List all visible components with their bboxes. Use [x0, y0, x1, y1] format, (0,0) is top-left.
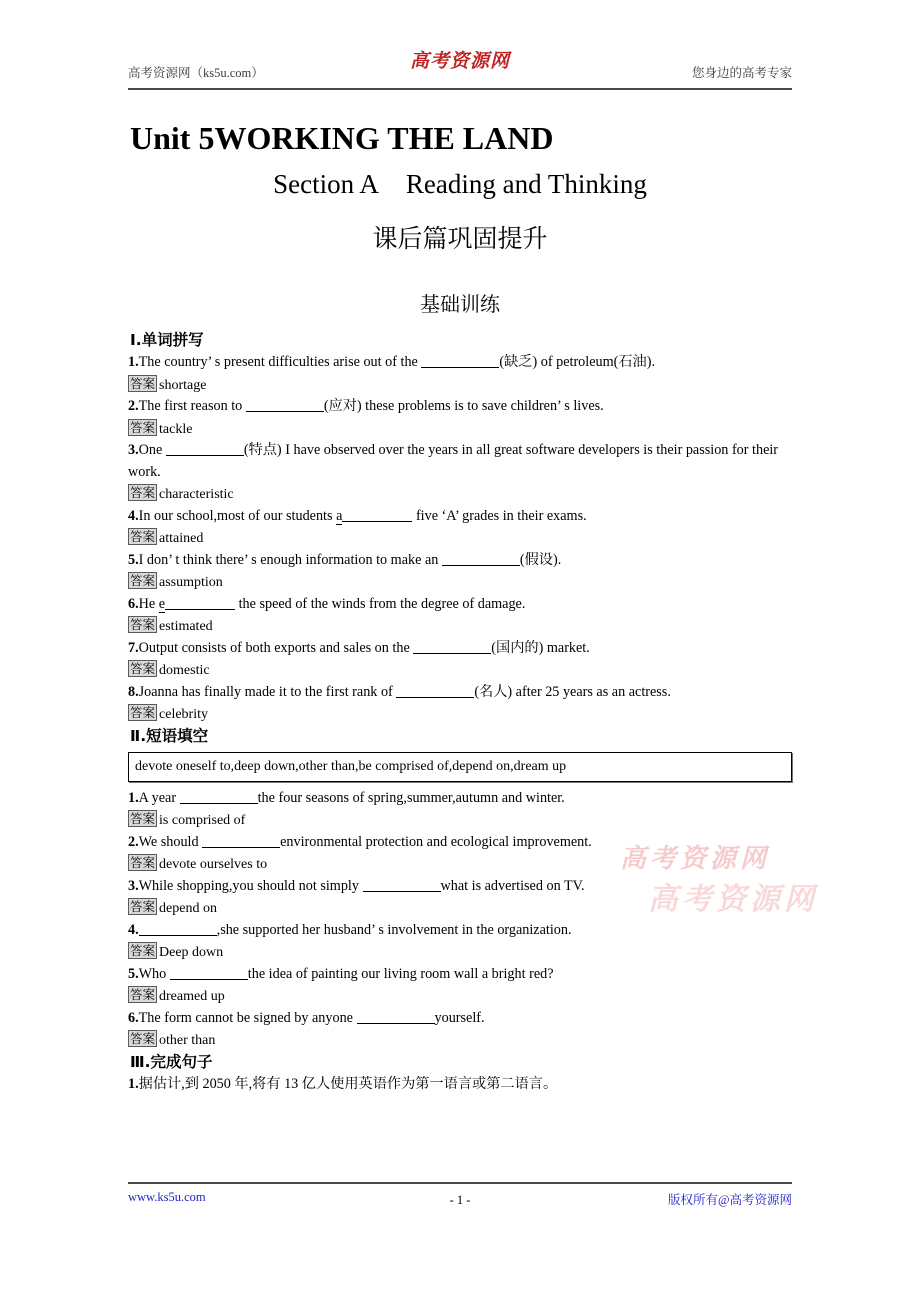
- question-text-before-blank: 据估计,到 2050 年,将有 13 亿人使用英语作为第一语言或第二语言。: [138, 1075, 558, 1092]
- answer-blank[interactable]: [396, 684, 474, 698]
- section-heading: Ⅱ.短语填空: [130, 726, 209, 745]
- answer-text: characteristic: [159, 487, 234, 502]
- question-text-after-blank: what is advertised on TV.: [440, 877, 585, 894]
- answer-badge: 答案: [130, 899, 156, 914]
- footer-url[interactable]: www.ks5u.com: [128, 1190, 206, 1204]
- answer-blank[interactable]: [363, 878, 441, 892]
- header-tagline: 您身边的高考专家: [691, 66, 792, 80]
- question-line: [128, 788, 792, 810]
- answer-line: [128, 571, 792, 594]
- question-line: [128, 550, 792, 572]
- question-line: [128, 682, 792, 704]
- question-number: 3.: [128, 442, 139, 458]
- answer-text: Deep down: [159, 945, 224, 960]
- question-line: [128, 396, 792, 418]
- question-text-before-blank: Joanna has finally made it to the first rank of: [138, 683, 397, 700]
- page-footer: [128, 1190, 792, 1210]
- question-line: [128, 440, 792, 483]
- answer-text: tackle: [159, 421, 193, 437]
- answer-text: domestic: [159, 663, 210, 678]
- answer-blank[interactable]: [413, 640, 491, 654]
- prefilled-letter: e: [158, 595, 166, 612]
- question-text-after-blank: (特点) I have observed over the years in all great software developers is their passion for their work.: [128, 442, 779, 480]
- question-text-before-blank: One: [138, 442, 166, 458]
- question-line: [128, 920, 792, 942]
- question-text-after-blank: (国内的) market.: [491, 639, 590, 656]
- answer-line: [128, 897, 792, 920]
- answer-text: assumption: [159, 575, 223, 590]
- page-number: - 1 -: [449, 1193, 471, 1207]
- answer-badge: 答案: [130, 617, 156, 632]
- answer-line: [128, 853, 792, 876]
- brand-logo: 高考资源网: [409, 51, 511, 72]
- answer-blank[interactable]: [342, 508, 412, 522]
- question-number: 1.: [128, 1075, 139, 1092]
- question-line: [128, 876, 792, 898]
- answer-text: is comprised of: [159, 813, 246, 828]
- question-number: 8.: [128, 683, 139, 700]
- answer-badge: 答案: [130, 811, 156, 826]
- question-line: [128, 1074, 792, 1096]
- question-text-after-blank: the speed of the winds from the degree of damage.: [235, 595, 526, 612]
- question-number: 7.: [128, 639, 139, 656]
- question-text-before-blank: We should: [138, 833, 203, 850]
- answer-blank[interactable]: [442, 552, 520, 566]
- answer-text: shortage: [159, 377, 207, 393]
- question-text-before-blank: The form cannot be signed by anyone: [138, 1009, 357, 1026]
- answer-badge: 答案: [130, 1031, 156, 1046]
- question-number: 2.: [128, 833, 139, 850]
- answer-badge: 答案: [130, 987, 156, 1002]
- question-text-after-blank: five ‘A’ grades in their exams.: [412, 507, 587, 524]
- answer-blank[interactable]: [170, 966, 248, 980]
- answer-line: [128, 659, 792, 682]
- question-text-after-blank: environmental protection and ecological improvement.: [280, 833, 592, 850]
- answer-badge: 答案: [130, 943, 156, 958]
- question-text-after-blank: yourself.: [434, 1009, 485, 1026]
- page-header: [128, 46, 792, 88]
- question-line: [128, 964, 792, 986]
- page-subtitle: Section A Reading and Thinking: [273, 169, 647, 199]
- answer-text: other than: [159, 1033, 216, 1048]
- answer-line: [128, 985, 792, 1008]
- header-divider: [128, 88, 792, 90]
- footer-copyright: 版权所有@高考资源网: [667, 1193, 792, 1207]
- answer-text: dreamed up: [159, 989, 225, 1004]
- answer-blank[interactable]: [139, 922, 217, 936]
- section-subtitle-cn: 基础训练: [420, 292, 500, 316]
- answer-blank[interactable]: [357, 1010, 435, 1024]
- page-title: Unit 5WORKING THE LAND: [130, 120, 554, 156]
- answer-badge: 答案: [130, 855, 156, 870]
- section-heading: Ⅰ.单词拼写: [130, 331, 204, 349]
- footer-divider: [128, 1182, 792, 1184]
- answer-line: [128, 809, 792, 832]
- question-text-after-blank: (名人) after 25 years as an actress.: [474, 683, 671, 700]
- header-site-label: 高考资源网（ks5u.com）: [128, 66, 264, 80]
- answer-blank[interactable]: [180, 790, 258, 804]
- answer-text: devote ourselves to: [159, 857, 268, 872]
- question-text-after-blank: ,she supported her husband’ s involvement in the organization.: [216, 921, 572, 938]
- exercise-content: [128, 330, 792, 1095]
- question-line: [128, 832, 792, 854]
- word-bank-box: devote oneself to,deep down,other than,be comprised of,depend on,dream up: [128, 752, 792, 782]
- answer-line: [128, 483, 792, 506]
- answer-badge: 答案: [130, 485, 156, 500]
- question-line: [128, 594, 792, 616]
- answer-text: attained: [159, 531, 204, 546]
- question-line: [128, 1008, 792, 1030]
- answer-line: [128, 418, 792, 441]
- question-text-before-blank: The first reason to: [138, 398, 246, 414]
- question-number: 1.: [128, 354, 139, 370]
- answer-badge: 答案: [130, 529, 156, 544]
- question-text-after-blank: (缺乏) of petroleum(石油).: [499, 354, 656, 370]
- question-number: 6.: [128, 1009, 139, 1026]
- answer-badge: 答案: [130, 573, 156, 588]
- answer-text: celebrity: [159, 707, 208, 722]
- question-text-before-blank: The country’ s present difficulties arise out of the: [138, 354, 422, 370]
- answer-text: estimated: [159, 619, 213, 634]
- question-number: 5.: [128, 965, 139, 982]
- answer-badge: 答案: [130, 375, 156, 391]
- question-number: 3.: [128, 877, 139, 894]
- question-text-before-blank: I don’ t think there’ s enough information to make an: [138, 551, 442, 568]
- question-text-after-blank: the four seasons of spring,summer,autumn and winter.: [257, 789, 565, 806]
- question-number: 4.: [128, 921, 139, 938]
- answer-line: [128, 703, 792, 726]
- answer-badge: 答案: [130, 419, 156, 435]
- watermark: 高考资源网: [620, 844, 771, 873]
- answer-blank[interactable]: [246, 398, 324, 412]
- answer-blank[interactable]: [421, 354, 499, 368]
- question-number: 4.: [128, 507, 139, 524]
- question-text-before-blank: A year: [138, 789, 180, 806]
- question-line: [128, 352, 792, 374]
- question-line: [128, 506, 792, 528]
- question-line: [128, 638, 792, 660]
- answer-blank[interactable]: [202, 834, 280, 848]
- question-number: 1.: [128, 789, 139, 806]
- question-text-before-blank: Who: [138, 965, 170, 982]
- answer-line: [128, 941, 792, 964]
- prefilled-letter: a: [336, 507, 343, 524]
- question-text-after-blank: (应对) these problems is to save children’ s lives.: [323, 398, 604, 414]
- answer-badge: 答案: [130, 661, 156, 676]
- answer-blank[interactable]: [166, 442, 244, 456]
- answer-line: [128, 374, 792, 397]
- answer-text: depend on: [159, 901, 217, 916]
- answer-line: [128, 527, 792, 550]
- answer-line: [128, 615, 792, 638]
- question-text-after-blank: the idea of painting our living room wall a bright red?: [247, 965, 554, 982]
- question-text-after-blank: (假设).: [519, 551, 562, 568]
- question-number: 2.: [128, 398, 139, 414]
- question-text-before-blank: While shopping,you should not simply: [138, 877, 363, 894]
- answer-badge: 答案: [130, 705, 156, 720]
- answer-line: [128, 1029, 792, 1052]
- answer-blank[interactable]: [165, 596, 235, 610]
- section-title-cn: 课后篇巩固提升: [372, 224, 548, 253]
- question-number: 5.: [128, 551, 139, 568]
- question-text-before-blank: He: [138, 595, 159, 612]
- section-heading: Ⅲ.完成句子: [130, 1052, 213, 1071]
- question-text-before-blank: Output consists of both exports and sales on the: [138, 639, 414, 656]
- watermark: 高考资源网: [648, 883, 818, 916]
- question-text-before-blank: In our school,most of our students: [138, 507, 337, 524]
- question-number: 6.: [128, 595, 139, 612]
